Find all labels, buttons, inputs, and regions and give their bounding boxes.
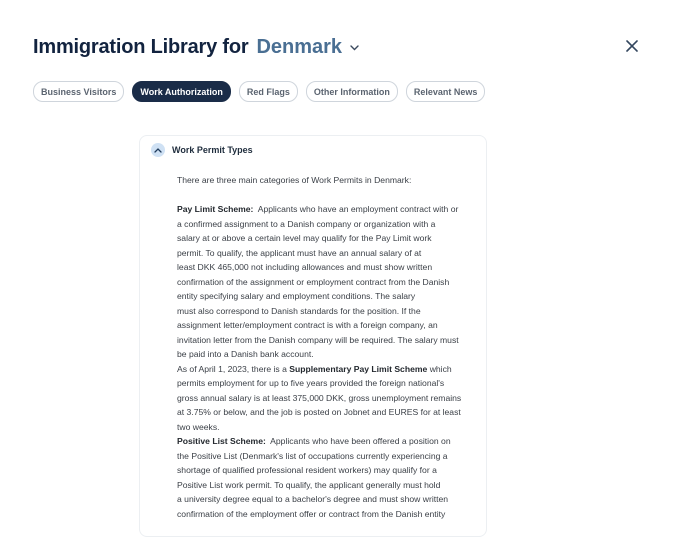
accordion-content: [177, 173, 477, 521]
pay-limit-line: [177, 202, 477, 217]
pay-limit-text: salary at or above a certain level may qualify for the Pay Limit work: [177, 233, 432, 243]
supplementary-text: permits employment for up to five years provided the foreign national's: [177, 378, 445, 388]
tab-relevant-news[interactable]: Relevant News: [406, 81, 486, 102]
tab-bar: [33, 81, 485, 102]
tab-red-flags[interactable]: Red Flags: [239, 81, 298, 102]
pay-limit-text: be paid into a Danish bank account.: [177, 349, 314, 359]
positive-list-line: [177, 434, 477, 449]
supplementary-label: Supplementary Pay Limit Scheme: [289, 363, 428, 374]
pay-limit-text: permit. To qualify, the applicant must have an annual salary of at: [177, 247, 422, 258]
chevron-down-icon[interactable]: [348, 42, 360, 54]
tab-other-information[interactable]: Other Information: [306, 81, 398, 102]
positive-list-text: confirmation of the employment offer or contract from the Danish entity: [177, 508, 446, 519]
page-title: Immigration Library for: [33, 36, 249, 58]
intro-text: There are three main categories of Work Permits in Denmark:: [177, 175, 412, 185]
accordion-header[interactable]: [151, 143, 253, 157]
supplementary-text: two weeks.: [177, 421, 220, 432]
work-permit-types-panel: [139, 135, 487, 537]
pay-limit-text: a confirmed assignment to a Danish company or organization with a: [177, 218, 436, 229]
pay-limit-text: confirmation of the assignment or employment contract from the Danish: [177, 276, 450, 287]
country-name[interactable]: Denmark: [256, 36, 343, 58]
pay-limit-text: assignment letter/employment contract is with a foreign company, an: [177, 320, 438, 330]
positive-list-text: shortage of qualified professional resident workers) may qualify for a: [177, 465, 437, 475]
pay-limit-text: must also correspond to Danish standards for the position. If the: [177, 305, 421, 316]
accordion-title: Work Permit Types: [172, 145, 253, 155]
positive-list-label: Positive List Scheme:: [177, 436, 266, 446]
pay-limit-text: invitation letter from the Danish company will be required. The salary must: [177, 334, 459, 345]
pay-limit-text: entity specifying salary and employment conditions. The salary: [177, 291, 416, 301]
positive-list-text: Applicants who have been offered a position on: [270, 436, 451, 446]
positive-list-text: Positive List work permit. To qualify, the applicant generally must hold: [177, 479, 441, 490]
supplementary-suffix: which: [429, 363, 452, 374]
positive-list-text: the Positive List (Denmark's list of occupations currently experiencing a: [177, 450, 448, 461]
page-header: [33, 36, 360, 59]
supplementary-line: [177, 362, 477, 377]
supplementary-prefix: As of April 1, 2023, there is a: [177, 363, 287, 374]
supplementary-text: gross annual salary is at least 375,000 DKK, gross unemployment remains: [177, 392, 462, 403]
pay-limit-text: Applicants who have an employment contract with or: [257, 204, 459, 214]
supplementary-text: at 3.75% or below, and the job is posted on Jobnet and EURES for at least: [177, 407, 461, 417]
pay-limit-text: least DKK 465,000 not including allowances and must show written: [177, 262, 433, 272]
chevron-up-icon[interactable]: [151, 143, 165, 157]
pay-limit-label: Pay Limit Scheme:: [177, 204, 254, 214]
close-icon[interactable]: [622, 36, 642, 56]
tab-work-authorization[interactable]: Work Authorization: [132, 81, 231, 102]
positive-list-text: a university degree equal to a bachelor's degree and must show written: [177, 494, 449, 504]
tab-business-visitors[interactable]: Business Visitors: [33, 81, 124, 102]
